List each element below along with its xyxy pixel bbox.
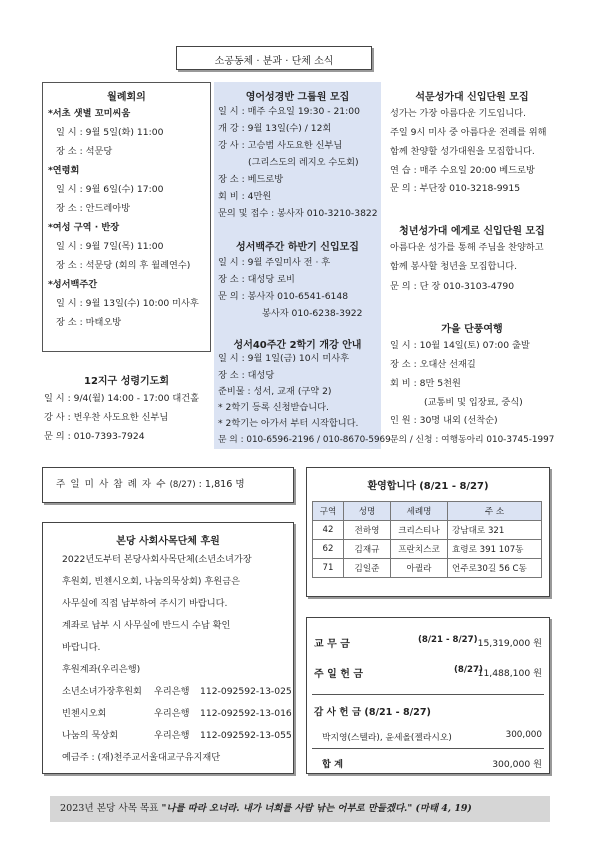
english-line: 강 사 : 고승범 사도요한 신부님 bbox=[218, 140, 343, 151]
account-number: 112-092592-13-055 bbox=[200, 730, 292, 741]
monthly-line: 일 시 : 9월 13일(수) 10:00 미사후 bbox=[56, 298, 199, 309]
welcome-header-cell: 구역 bbox=[313, 502, 344, 521]
choir-line: 함께 찬양할 성가대원을 모집합니다. bbox=[390, 146, 535, 157]
monthly-line: *서초 샛별 꼬미씨움 bbox=[48, 108, 131, 119]
welcome-table bbox=[312, 501, 542, 578]
offering-amount: 15,319,000 원 bbox=[477, 638, 542, 649]
monthly-meeting-box bbox=[42, 82, 211, 352]
bible40-line: 문 의 : 010-6596-2196 / 010-8670-5969 bbox=[218, 435, 391, 445]
support-title: 본당 사회사목단체 후원 bbox=[116, 536, 220, 547]
offering-period: (8/21 - 8/27) bbox=[418, 635, 478, 645]
table-cell: 프란치스코 bbox=[391, 540, 448, 559]
bible40-line: 준비물 : 성서, 교재 (구약 2) bbox=[218, 386, 332, 397]
english-title: 영어성경반 그룹원 모집 bbox=[245, 92, 350, 103]
support-line: 후원계좌(우리은행) bbox=[62, 664, 141, 675]
account-name: 빈첸시오회 bbox=[62, 708, 107, 719]
footer-text bbox=[60, 803, 472, 815]
account-bank: 우리은행 bbox=[154, 686, 190, 697]
prayer12-line: 강 사 : 번우찬 사도요한 신부님 bbox=[44, 412, 169, 423]
trip-line: 문의 / 신청 : 여행동아리 010-3745-1997 bbox=[390, 435, 555, 445]
bible40-line: * 2학기는 아가서 부터 시작합니다. bbox=[218, 418, 359, 429]
prayer12-line: 일 시 : 9/4(월) 14:00 - 17:00 대건홀 bbox=[44, 393, 200, 404]
bible100-title: 성서백주간 하반기 신입모집 bbox=[236, 242, 359, 253]
thanks-title: 감 사 헌 금 (8/21 - 8/27) bbox=[314, 707, 431, 718]
trip-title: 가을 단풍여행 bbox=[441, 324, 503, 335]
table-cell: 강남대로 321 bbox=[448, 521, 542, 540]
trip-line: 인 원 : 30명 내외 (선착순) bbox=[390, 415, 498, 426]
account-holder: 예금주 : (재)천주교서울대교구유지재단 bbox=[62, 752, 221, 763]
table-cell: 전하영 bbox=[344, 521, 391, 540]
account-bank: 우리은행 bbox=[154, 708, 190, 719]
support-line: 후원회, 빈첸시오회, 나눔의묵상회) 후원금은 bbox=[62, 576, 240, 587]
prayer12-title: 12지구 성령기도회 bbox=[83, 376, 170, 387]
table-cell: 아퀼라 bbox=[391, 559, 448, 578]
trip-line: (교통비 및 입장료, 중식) bbox=[424, 397, 523, 408]
english-line: 장 소 : 베드로방 bbox=[218, 174, 284, 185]
monthly-line: 일 시 : 9월 5일(화) 11:00 bbox=[56, 127, 164, 138]
youthchoir-line: 아름다운 성가를 통해 주님을 찬양하고 bbox=[390, 242, 544, 253]
youthchoir-line: 함께 봉사할 청년을 모집합니다. bbox=[390, 261, 518, 272]
monthly-line: *연령회 bbox=[48, 165, 80, 176]
monthly-line: *성서백주간 bbox=[48, 279, 98, 290]
monthly-line: 장 소 : 석문당 (회의 후 월례연수) bbox=[56, 260, 191, 271]
support-line: 계좌로 납부 시 사무실에 반드시 수납 확인 bbox=[62, 620, 231, 631]
account-number: 112-092592-13-016 bbox=[200, 708, 292, 719]
youthchoir-line: 문 의 : 단 장 010-3103-4790 bbox=[390, 281, 515, 292]
monthly-meeting-title: 월례회의 bbox=[107, 92, 146, 103]
table-cell: 62 bbox=[313, 540, 344, 559]
bible40-line: 일 시 : 9월 1일(금) 10시 미사후 bbox=[218, 353, 350, 364]
table-row bbox=[313, 559, 542, 578]
welcome-header-cell: 세례명 bbox=[391, 502, 448, 521]
attendance-row bbox=[56, 479, 245, 491]
welcome-header-row bbox=[313, 502, 542, 521]
trip-line: 장 소 : 오대산 선재길 bbox=[390, 359, 476, 370]
table-cell: 언주로30길 56 C동 bbox=[448, 559, 542, 578]
welcome-title: 환영합니다 (8/21 - 8/27) bbox=[367, 481, 489, 492]
offering-label: 교 무 금 bbox=[314, 639, 350, 650]
monthly-line: *여성 구역 · 반장 bbox=[48, 222, 120, 233]
attendance-value: : 1,816 명 bbox=[198, 479, 245, 490]
total-amount: 300,000 원 bbox=[492, 759, 542, 770]
support-line: 바랍니다. bbox=[62, 642, 101, 653]
bible100-line: 일 시 : 9월 주일미사 전 · 후 bbox=[218, 257, 331, 268]
table-cell: 김재규 bbox=[344, 540, 391, 559]
finance-divider bbox=[312, 694, 544, 695]
page-title: 소공동체 · 분과 · 단체 소식 bbox=[214, 56, 334, 67]
bible100-line: 장 소 : 대성당 로비 bbox=[218, 274, 295, 285]
support-line: 2022년도부터 본당사회사목단체(소년소녀가장 bbox=[62, 554, 252, 565]
trip-line: 회 비 : 8만 5천원 bbox=[390, 378, 461, 389]
table-cell: 김일준 bbox=[344, 559, 391, 578]
monthly-line: 장 소 : 석문당 bbox=[56, 146, 113, 157]
table-cell: 효령로 391 107동 bbox=[448, 540, 542, 559]
welcome-header-cell: 주 소 bbox=[448, 502, 542, 521]
table-row bbox=[313, 540, 542, 559]
trip-line: 일 시 : 10월 14일(토) 07:00 출발 bbox=[390, 340, 530, 351]
english-line: (그리스도의 레지오 수도회) bbox=[248, 157, 359, 168]
table-cell: 71 bbox=[313, 559, 344, 578]
bible100-line: 봉사자 010-6238-3922 bbox=[262, 308, 363, 319]
table-cell: 크리스티나 bbox=[391, 521, 448, 540]
choir-line: 연 습 : 매주 수요일 20:00 베드로방 bbox=[390, 165, 535, 176]
monthly-line: 장 소 : 안드레아방 bbox=[56, 203, 130, 214]
choir-line: 문 의 : 부단장 010-3218-9915 bbox=[390, 183, 521, 194]
bible40-title: 성서40주간 2학기 개강 안내 bbox=[233, 340, 362, 351]
total-label: 합 계 bbox=[322, 759, 343, 770]
thanks-amount: 300,000 bbox=[505, 730, 542, 740]
footer-prefix: 2023년 본당 사목 목표 bbox=[60, 803, 159, 814]
choir-title: 석문성가대 신입단원 모집 bbox=[415, 92, 529, 103]
sunday-period: (8/27) bbox=[454, 665, 483, 675]
bible100-line: 문 의 : 봉사자 010-6541-6148 bbox=[218, 291, 349, 302]
account-bank: 우리은행 bbox=[154, 730, 190, 741]
attendance-label: 주 일 미 사 참 례 자 수 bbox=[56, 479, 167, 490]
sunday-amount: 11,488,100 원 bbox=[477, 668, 542, 679]
account-number: 112-092592-13-025 bbox=[200, 686, 292, 697]
english-line: 문의 및 접수 : 봉사자 010-3210-3822 bbox=[218, 208, 378, 219]
thanks-name: 박지영(스텔라), 윤세올(젤라시오) bbox=[322, 733, 452, 743]
choir-line: 주일 9시 미사 중 아름다운 전례를 위해 bbox=[390, 127, 547, 138]
english-line: 일 시 : 매주 수요일 19:30 - 21:00 bbox=[218, 106, 360, 117]
attendance-date: (8/27) bbox=[169, 480, 196, 490]
table-row bbox=[313, 521, 542, 540]
account-name: 소년소녀가장후원회 bbox=[62, 686, 142, 697]
footer-motto: "나를 따라 오너라. 내가 너희를 사람 낚는 어부로 만들겠다." (마태 4, 19) bbox=[161, 803, 472, 814]
choir-line: 성가는 가장 아름다운 기도입니다. bbox=[390, 108, 526, 119]
bible40-line: 장 소 : 대성당 bbox=[218, 370, 275, 381]
table-cell: 42 bbox=[313, 521, 344, 540]
youthchoir-title: 청년성가대 에게로 신입단원 모집 bbox=[399, 226, 545, 237]
support-line: 사무실에 직접 납부하여 주시기 바랍니다. bbox=[62, 598, 228, 609]
english-line: 개 강 : 9월 13일(수) / 12회 bbox=[218, 123, 332, 134]
account-name: 나눔의 묵상회 bbox=[62, 730, 119, 741]
sunday-label: 주 일 헌 금 bbox=[314, 669, 364, 680]
finance-total-divider bbox=[312, 748, 544, 749]
english-line: 회 비 : 4만원 bbox=[218, 191, 272, 202]
monthly-line: 장 소 : 마태오방 bbox=[56, 317, 122, 328]
monthly-line: 일 시 : 9월 7일(목) 11:00 bbox=[56, 241, 164, 252]
welcome-header-cell: 성명 bbox=[344, 502, 391, 521]
bible40-line: * 2학기 등록 신청받습니다. bbox=[218, 402, 329, 413]
prayer12-line: 문 의 : 010-7393-7924 bbox=[44, 431, 145, 442]
monthly-line: 일 시 : 9월 6일(수) 17:00 bbox=[56, 184, 164, 195]
